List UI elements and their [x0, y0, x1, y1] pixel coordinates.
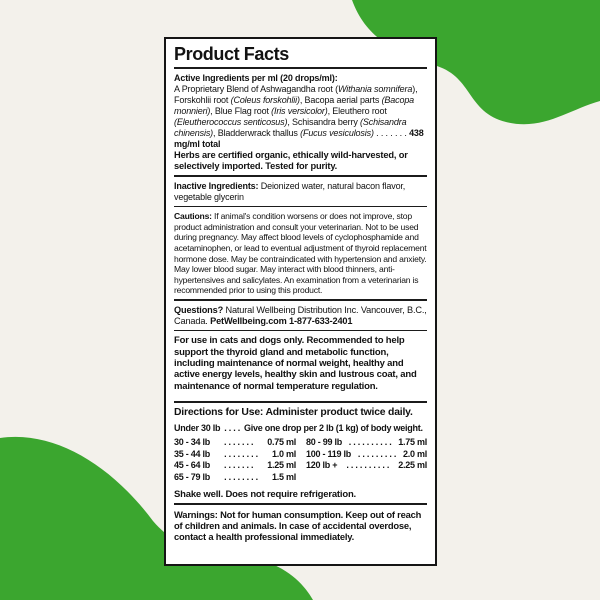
divider [174, 175, 427, 177]
active-ingredients-heading: Active Ingredients per ml (20 drops/ml): [174, 72, 338, 83]
dosage-value: 1.25 ml [267, 460, 296, 471]
active-ingredients-text: A Proprietary Blend of Ashwagandha root (Withania somnifera), Forskohlii root (Coleus forskohlii), Bacopa aerial parts (Bacopa monnieri), Blue Flag root (Iris versicolor), Eleuthero root (Eleutherococcus senticosus), Schisandra berry (Schisandra chinensis), Bladderwrack thallus (Fucus vesiculosis) . . . . . . . 438 mg/ml total [174, 83, 424, 149]
leader-dots: . . . . . . . . . . [346, 460, 390, 471]
leader-dots: . . . . [224, 422, 241, 433]
leader-dots: . . . . . . . [223, 436, 254, 447]
leader-dots: . . . . . . . . [224, 472, 258, 483]
dosage-table-left-column [174, 437, 296, 484]
divider [174, 330, 427, 332]
inactive-ingredients-heading: Inactive Ingredients: [174, 180, 261, 191]
label-title: Product Facts [174, 44, 289, 64]
dosage-row [306, 460, 427, 472]
dosage-range: 45 - 64 lb [174, 460, 211, 471]
active-ingredients-footer: Herbs are certified organic, ethically wild-harvested, or selectively imported. Tested for purity. [174, 149, 408, 171]
dosage-value: 1.5 ml [271, 472, 296, 483]
product-facts-label [164, 37, 437, 566]
warnings-text: Not for human consumption. Keep out of reach of children and animals. In case of accidental overdose, contact a health professional immediately. [174, 508, 422, 542]
leader-dots: . . . . . . . . [224, 448, 258, 459]
dosage-instruction: Give one drop per 2 lb (1 kg) of body weight. [244, 422, 423, 433]
dosage-value: 1.75 ml [398, 436, 427, 447]
dosage-range: 65 - 79 lb [174, 472, 211, 483]
dosage-value: 1.0 ml [271, 448, 296, 459]
dosage-range: 120 lb + [306, 460, 338, 471]
dosage-table-right-column [306, 437, 427, 484]
warnings-heading: Warnings: [174, 508, 221, 520]
warnings-section [174, 509, 427, 543]
questions-section: Questions? Natural Wellbeing Distribution Inc. Vancouver, B.C., Canada. PetWellbeing.com 1-877-633-2401 [174, 304, 427, 326]
dosage-row [174, 437, 296, 449]
inactive-ingredients-section [174, 181, 427, 203]
inactive-ingredients-text: Deionized water, natural bacon flavor, vegetable glycerin [174, 180, 406, 202]
dosage-range: 80 - 99 lb [306, 436, 343, 447]
dosage-table [174, 437, 427, 484]
dosage-under-30 [174, 423, 427, 433]
cautions-heading: Cautions: [174, 211, 215, 222]
dosage-row [306, 437, 427, 449]
leader-dots: . . . . . . . [223, 460, 254, 471]
divider [174, 67, 427, 69]
divider [174, 503, 427, 505]
divider [174, 401, 427, 403]
dosage-row [306, 449, 427, 461]
dosage-range: 30 - 34 lb [174, 436, 211, 447]
shake-well-note: Shake well. Does not require refrigeration. [174, 488, 356, 500]
cautions-section [174, 211, 427, 296]
usage-statement: For use in cats and dogs only. Recommended to help support the thyroid gland and metabolic function, including maintenance of normal weight, healthy and active energy levels, healthy skin and lustrous coat, and maintenance of normal temperature regulation. [174, 335, 417, 392]
active-ingredients-section [174, 73, 427, 172]
dosage-value: 0.75 ml [267, 436, 296, 447]
dosage-row [174, 449, 296, 461]
dosage-row [174, 472, 296, 484]
dosage-row [174, 460, 296, 472]
dosage-value: 2.0 ml [402, 448, 427, 459]
directions-section [174, 407, 427, 484]
divider [174, 299, 427, 301]
leader-dots: . . . . . . . . . [357, 448, 397, 459]
leader-dots: . . . . . . . . . . [348, 436, 392, 447]
dosage-range: Under 30 lb [174, 422, 221, 433]
dosage-range: 35 - 44 lb [174, 448, 211, 459]
directions-heading: Directions for Use: Administer product twice daily. [174, 406, 413, 418]
dosage-range: 100 - 119 lb [306, 448, 352, 459]
cautions-text: If animal's condition worsens or does not improve, stop product administration and consult your veterinarian. Not to be used during pregnancy. May affect blood levels of cyclophosphamide and acetaminophen, or lead to eventual adjustment of thyroid replacement hormone dose. May be contraindicated with hypertension and anxiety. May lower blood sugar. May interact with blood thinners, anti-hypertensives and salicylates. An examination from a veterinarian is recommended prior to using this product. [174, 211, 427, 296]
divider [174, 206, 427, 208]
dosage-value: 2.25 ml [398, 460, 427, 471]
